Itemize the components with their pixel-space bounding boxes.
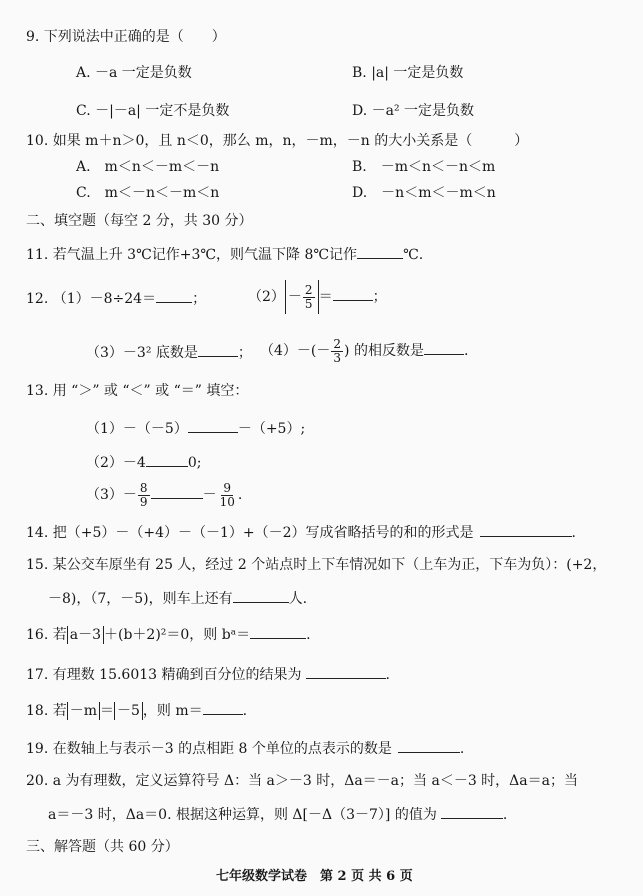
q14 xyxy=(26,522,576,542)
q10-option-b: B. －m＜n＜－n＜m xyxy=(352,159,496,175)
q13-part3-sign1: － xyxy=(122,487,137,503)
q12-part1-end: ； xyxy=(192,291,207,307)
q9-stem: 9. 下列说法中正确的是（ ） xyxy=(26,29,226,45)
q12-part2-fraction xyxy=(303,284,315,311)
page-footer: 七年级数学试卷 第 2 页 共 6 页 xyxy=(216,869,413,884)
q11 xyxy=(26,244,423,264)
fraction-denominator: 5 xyxy=(304,296,313,311)
q11-unit: ℃. xyxy=(403,247,424,263)
q13-part2-right: 0; xyxy=(187,455,202,471)
fraction-numerator: 9 xyxy=(223,480,232,495)
q9-option-c: C. －|－a| 一定不是负数 xyxy=(76,103,230,119)
q12-part1 xyxy=(26,288,206,308)
q20-line1: 20. a 为有理数，定义运算符号 Δ：当 a＞－3 时，Δa＝－a；当 a＜－3 时，Δa＝a；当 xyxy=(26,773,578,789)
q13-part1 xyxy=(86,418,305,438)
q12-part2-blank[interactable] xyxy=(333,286,373,301)
section-3-heading: 三、解答题（共 60 分） xyxy=(26,839,179,855)
q12-part4 xyxy=(260,334,468,368)
q13-part1-left: （1）－（－5） xyxy=(86,421,188,437)
q12-part2-end: ； xyxy=(372,289,387,305)
q17-text: 17. 有理数 15.6013 精确到百分位的结果为 xyxy=(26,667,302,683)
q14-blank[interactable] xyxy=(480,522,572,537)
q15-blank[interactable] xyxy=(233,588,289,603)
q20-line2-text: a＝－3 时，Δa＝0. 根据这种运算，则 Δ[－Δ（3－7）] 的值为 xyxy=(48,807,437,823)
q18-abs2: －5 xyxy=(114,702,143,720)
fraction-numerator: 8 xyxy=(139,480,148,495)
fraction-denominator: 9 xyxy=(139,494,148,509)
q13-part2-left: （2）－4 xyxy=(86,455,146,471)
q15-unit: 人. xyxy=(288,591,308,607)
q10-option-d: D. －n＜m＜－m＜n xyxy=(352,185,496,201)
q16-end: . xyxy=(306,627,311,643)
q16-abs: a－3 xyxy=(67,626,104,644)
q12-part4-label: （4） xyxy=(260,343,297,359)
q12-part3-text: （3）－3² 底数是 xyxy=(86,345,198,361)
q18-abs1: －m xyxy=(67,702,100,720)
q20-end: . xyxy=(502,807,508,823)
q20-blank[interactable] xyxy=(441,804,503,819)
q12-part3-blank[interactable] xyxy=(198,342,238,357)
q13-stem: 13. 用 “＞” 或 “＜” 或 “＝” 填空： xyxy=(26,383,249,399)
q13-part3-end: . xyxy=(237,487,243,503)
q17-end: . xyxy=(385,667,390,683)
q17-blank[interactable] xyxy=(306,664,386,679)
q19-text: 19. 在数轴上与表示－3 的点相距 8 个单位的点表示的数是 xyxy=(26,741,392,757)
section-2-heading: 二、填空题（每空 2 分，共 30 分） xyxy=(26,213,253,229)
q20-line2 xyxy=(48,804,507,824)
q19-end: . xyxy=(459,741,465,757)
q9-option-a: A. －a 一定是负数 xyxy=(76,65,192,81)
q13-part3-blank[interactable] xyxy=(151,484,203,499)
q15-line2-text: －8)，（7，－5)，则车上还有 xyxy=(48,591,233,607)
q14-text: 14. 把（+5）－（+4）－（－1）+（－2）写成省略括号的和的形式是 xyxy=(26,525,474,541)
q12-part1-text: 12. （1）－8÷24＝ xyxy=(26,291,157,307)
q12-part4-blank[interactable] xyxy=(424,340,464,355)
q18-text: ，则 m＝ xyxy=(142,703,203,719)
q10-option-c: C. m＜－n＜－m＜n xyxy=(76,185,220,201)
q12-part3 xyxy=(86,342,252,362)
q15-line2 xyxy=(48,588,307,608)
fraction-denominator: 10 xyxy=(219,494,235,509)
q12-part2-abs xyxy=(285,280,319,314)
q13-part1-right: －（+5）; xyxy=(237,421,306,437)
fraction-denominator: 3 xyxy=(333,350,342,365)
q19-blank[interactable] xyxy=(398,738,460,753)
q13-part3-fraction2 xyxy=(218,482,237,509)
q9-option-b: B. |a| 一定是负数 xyxy=(352,65,464,81)
q11-text: 11. 若气温上升 3℃记作+3℃，则气温下降 8℃记作 xyxy=(26,247,358,263)
q16 xyxy=(26,624,311,644)
q13-part3-fraction1 xyxy=(138,482,150,509)
q12-part2-eq: ＝ xyxy=(318,289,333,305)
q12-part2-label: （2） xyxy=(248,289,285,305)
q18-prefix: 18. 若 xyxy=(26,703,67,719)
q18-eq: ＝ xyxy=(100,703,114,719)
q12-part2 xyxy=(248,280,387,314)
q16-prefix: 16. 若 xyxy=(26,627,67,643)
q16-blank[interactable] xyxy=(250,624,306,639)
q12-part4-suffix: ) 的相反数是 xyxy=(344,343,424,359)
q13-part3-sign2: － xyxy=(202,487,217,503)
q18-end: . xyxy=(242,703,248,719)
q11-blank[interactable] xyxy=(357,244,403,259)
q13-part2-blank[interactable] xyxy=(146,452,188,467)
q19 xyxy=(26,738,464,758)
q13-part3 xyxy=(86,478,242,512)
q16-text: ＋(b＋2)²＝0，则 bᵃ＝ xyxy=(103,627,251,643)
q18-blank[interactable] xyxy=(203,700,243,715)
q12-part4-fraction xyxy=(331,338,343,365)
q9-option-d: D. －a² 一定是负数 xyxy=(352,103,475,119)
q15-line1: 15. 某公交车原坐有 25 人，经过 2 个站点时上下车情况如下（上车为正，下车为负）：(+2， xyxy=(26,557,607,573)
q12-part2-sign: － xyxy=(287,289,302,305)
q14-end: . xyxy=(571,525,576,541)
fraction-numerator: 2 xyxy=(333,336,342,351)
q10-option-a: A. m＜n＜－m＜－n xyxy=(76,159,220,175)
q12-part4-end: . xyxy=(463,343,469,359)
q12-part3-end: ； xyxy=(237,345,252,361)
fraction-numerator: 2 xyxy=(304,282,313,297)
q10-stem: 10. 如果 m＋n＞0，且 n＜0，那么 m，n，－m，－n 的大小关系是（ ） xyxy=(26,133,529,149)
q12-part4-prefix: －(－ xyxy=(296,343,331,359)
q13-part1-blank[interactable] xyxy=(188,418,238,433)
q12-part1-blank[interactable] xyxy=(156,288,192,303)
q13-part3-label: （3） xyxy=(86,487,123,503)
q17 xyxy=(26,664,390,684)
q18 xyxy=(26,700,247,720)
q13-part2 xyxy=(86,452,201,472)
